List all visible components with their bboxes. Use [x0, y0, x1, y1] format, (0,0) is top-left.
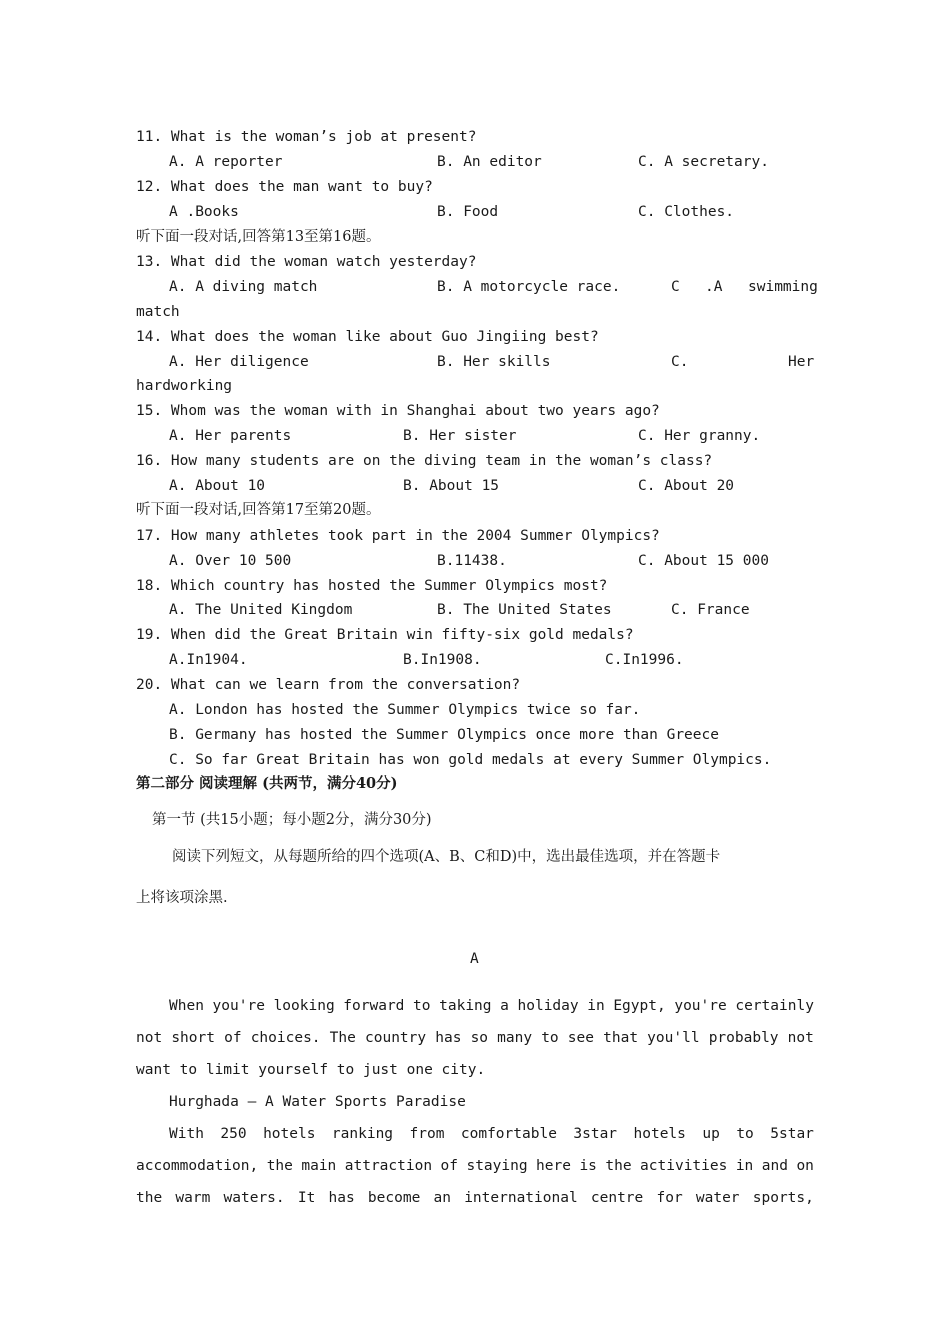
passage-word: of	[440, 1158, 458, 1174]
option-13-c-article: .A	[705, 279, 723, 295]
question-11: 11. What is the woman’s job at present?	[136, 129, 477, 145]
passage-word: in	[735, 1158, 754, 1174]
passage-word: 5star	[770, 1126, 814, 1142]
question-13: 13. What did the woman watch yesterday?	[136, 254, 477, 270]
section-one-heading: 第一节 (共15小题；每小题2分，满分30分)	[152, 812, 432, 828]
passage-word: warm	[175, 1190, 211, 1206]
option-18-c: C. France	[671, 602, 750, 618]
passage-p1-line1	[169, 996, 814, 1016]
passage-word: hotels	[263, 1126, 316, 1142]
passage-word: the	[136, 1190, 163, 1206]
option-20-c: C. So far Great Britain has won gold medals at every Summer Olympics.	[169, 752, 772, 768]
option-14-c-letter: C.	[671, 354, 689, 370]
passage-word: of	[224, 1030, 242, 1046]
option-16-a: A. About 10	[169, 478, 266, 494]
passage-word: on	[796, 1158, 814, 1174]
passage-word: here	[536, 1158, 571, 1174]
passage-word: When	[169, 998, 204, 1014]
passage-word: to	[736, 1126, 754, 1142]
passage-word: international	[464, 1190, 578, 1206]
passage-word: many	[497, 1030, 533, 1046]
passage-word: staying	[466, 1158, 528, 1174]
passage-word: and	[761, 1158, 788, 1174]
passage-word: attraction	[344, 1158, 433, 1174]
passage-word: hotels	[633, 1126, 686, 1142]
passage-word: to	[541, 1030, 559, 1046]
option-14-a: A. Her diligence	[169, 354, 309, 370]
passage-word: not	[136, 1030, 163, 1046]
option-18-b: B. The United States	[437, 602, 612, 618]
passage-p1-line2	[136, 1028, 814, 1048]
option-19-b: B.In1908.	[403, 652, 482, 668]
passage-word: to	[413, 998, 431, 1014]
instruction-13-16: 听下面一段对话,回答第13至第16题。	[136, 229, 381, 245]
passage-word: in	[587, 998, 605, 1014]
passage-word: an	[433, 1190, 451, 1206]
passage-word: for	[656, 1190, 683, 1206]
question-20: 20. What can we learn from the conversation?	[136, 677, 521, 693]
option-19-a: A.In1904.	[169, 652, 248, 668]
question-15: 15. Whom was the woman with in Shanghai about two years ago?	[136, 403, 660, 419]
passage-word: forward	[343, 998, 405, 1014]
passage-word: has	[328, 1190, 355, 1206]
passage-word: probably	[708, 1030, 779, 1046]
option-13-b: B. A motorcycle race.	[437, 279, 621, 295]
passage-word: is	[579, 1158, 597, 1174]
option-12-b: B. Food	[437, 204, 499, 220]
passage-word: country	[365, 1030, 427, 1046]
part-two-heading: 第二部分 阅读理解 (共两节，满分40分)	[136, 775, 398, 792]
option-15-b: B. Her sister	[403, 428, 517, 444]
option-13-c-continued: match	[136, 304, 180, 320]
passage-word: main	[301, 1158, 337, 1174]
passage-label: A	[470, 951, 479, 967]
option-11-c: C. A secretary.	[638, 154, 769, 170]
passage-word: Egypt,	[613, 998, 666, 1014]
option-20-a: A. London has hosted the Summer Olympics twice so far.	[169, 702, 641, 718]
option-13-a: A. A diving match	[169, 279, 318, 295]
passage-word: the	[266, 1158, 293, 1174]
passage-word: 250	[220, 1126, 247, 1142]
passage-word: The	[329, 1030, 356, 1046]
passage-word: you're	[212, 998, 265, 1014]
passage-word: that	[603, 1030, 639, 1046]
option-19-c: C.In1996.	[605, 652, 684, 668]
passage-word: looking	[273, 998, 335, 1014]
reading-instruction-line2: 上将该项涂黑.	[136, 890, 228, 906]
option-16-c: C. About 20	[638, 478, 735, 494]
passage-word: you'll	[647, 1030, 700, 1046]
passage-word: ranking	[331, 1126, 394, 1142]
passage-word: 3star	[573, 1126, 618, 1142]
option-17-a: A. Over 10 500	[169, 553, 292, 569]
option-16-b: B. About 15	[403, 478, 500, 494]
option-15-a: A. Her parents	[169, 428, 292, 444]
passage-word: up	[702, 1126, 720, 1142]
option-12-c: C. Clothes.	[638, 204, 735, 220]
passage-word: become	[367, 1190, 421, 1206]
passage-word: certainly	[735, 998, 814, 1014]
option-17-b: B.11438.	[437, 553, 507, 569]
question-18: 18. Which country has hosted the Summer Olympics most?	[136, 578, 608, 594]
question-19: 19. When did the Great Britain win fifty-six gold medals?	[136, 627, 634, 643]
option-11-a: A. A reporter	[169, 154, 283, 170]
passage-word: not	[787, 1030, 814, 1046]
passage-word: choices.	[250, 1030, 321, 1046]
instruction-17-20: 听下面一段对话,回答第17至第20题。	[136, 502, 381, 518]
passage-word: accommodation,	[136, 1158, 259, 1174]
passage-word: holiday	[517, 998, 579, 1014]
passage-word: activities	[640, 1158, 728, 1174]
passage-word: water	[695, 1190, 740, 1206]
passage-word: sports,	[752, 1190, 814, 1206]
passage-p2-line2	[136, 1156, 814, 1176]
option-14-b: B. Her skills	[437, 354, 551, 370]
option-18-a: A. The United Kingdom	[169, 602, 353, 618]
passage-word: from	[409, 1126, 445, 1142]
passage-word: the	[605, 1158, 632, 1174]
question-16: 16. How many students are on the diving team in the woman’s class?	[136, 453, 713, 469]
passage-word: you're	[674, 998, 727, 1014]
reading-instruction-line1: 阅读下列短文，从每题所给的四个选项(A、B、C和D)中，选出最佳选项，并在答题卡	[172, 849, 721, 865]
option-13-c-word: swimming	[748, 279, 818, 295]
passage-word: a	[500, 998, 509, 1014]
passage-word: has	[435, 1030, 462, 1046]
question-17: 17. How many athletes took part in the 2004 Summer Olympics?	[136, 528, 660, 544]
passage-word: so	[470, 1030, 489, 1046]
option-14-c-continued: hardworking	[136, 378, 233, 394]
option-14-c-word: Her	[788, 354, 815, 370]
passage-word: short	[171, 1030, 215, 1046]
passage-p2-line1	[169, 1124, 814, 1144]
option-17-c: C. About 15 000	[638, 553, 769, 569]
passage-subheading: Hurghada — A Water Sports Paradise	[169, 1094, 466, 1110]
option-12-a: A .Books	[169, 204, 239, 220]
passage-word: comfortable	[460, 1126, 557, 1142]
option-13-c-letter: C	[671, 279, 680, 295]
passage-word: see	[567, 1030, 594, 1046]
passage-word: taking	[439, 998, 492, 1014]
question-12: 12. What does the man want to buy?	[136, 179, 433, 195]
option-15-c: C. Her granny.	[638, 428, 761, 444]
passage-word: centre	[590, 1190, 644, 1206]
option-20-b: B. Germany has hosted the Summer Olympics once more than Greece	[169, 727, 719, 743]
passage-word: waters.	[223, 1190, 285, 1206]
passage-word: It	[297, 1190, 316, 1206]
option-11-b: B. An editor	[437, 154, 542, 170]
passage-word: With	[169, 1126, 204, 1142]
passage-p2-line3	[136, 1188, 814, 1208]
passage-p1-line3: want to limit yourself to just one city.	[136, 1062, 486, 1078]
question-14: 14. What does the woman like about Guo Jingiing best?	[136, 329, 599, 345]
